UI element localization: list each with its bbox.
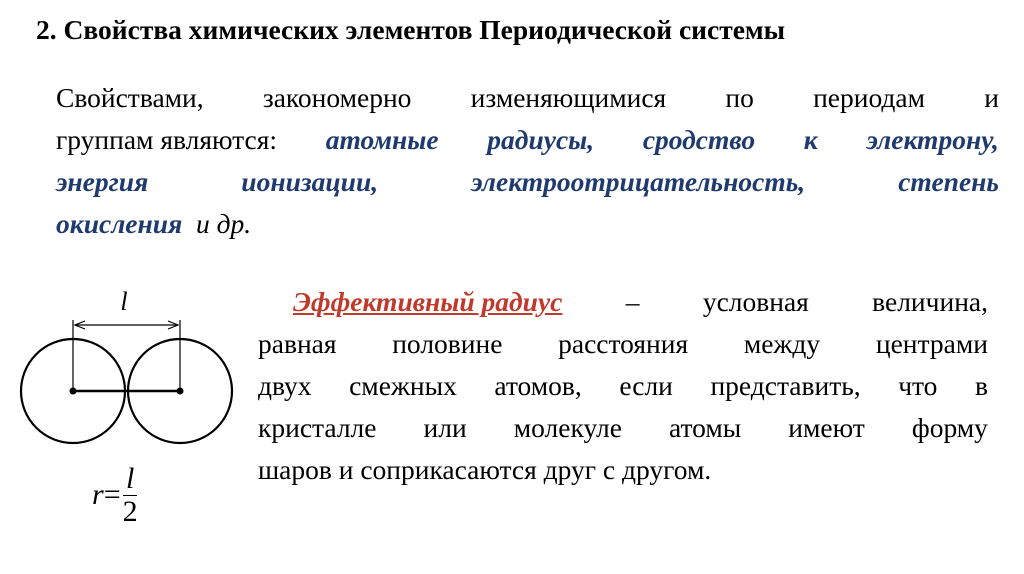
dimension-arrow <box>75 321 178 329</box>
formula-numerator: l <box>123 463 137 496</box>
intro-paragraph <box>56 77 999 245</box>
radius-formula <box>92 460 138 530</box>
definition-line-1: Эффективный радиус – условная величина, <box>258 281 988 323</box>
slide-title: 2. Свойства химических элементов Периодической системы <box>36 14 786 45</box>
intro-line-3: энергия ионизации, электроотрицательность, степень <box>56 166 999 197</box>
intro-plain-text: группам являются: <box>56 124 278 155</box>
center-dot-left <box>70 388 77 395</box>
intro-line-2: группам являются: атомные радиусы, сродство к электрону, <box>56 119 999 161</box>
formula-equals: = <box>103 478 121 511</box>
formula-denominator: 2 <box>122 494 138 528</box>
definition-line-5: шаров и соприкасаются друг с другом. <box>258 454 712 485</box>
formula-fraction <box>123 463 138 528</box>
distance-label: l <box>120 287 128 316</box>
formula-radius-symbol: r <box>92 478 104 511</box>
intro-line-1: Свойствами, закономерно изменяющимися по периодам и <box>56 82 999 113</box>
intro-line-4: окисления и др. <box>56 208 252 239</box>
effective-radius-term: Эффективный радиус <box>293 286 563 317</box>
definition-line-2: равная половине расстояния между центрами <box>258 328 988 359</box>
definition-line-3: двух смежных атомов, если представить, что в <box>258 370 988 401</box>
definition-line-4: кристалле или молекуле атомы имеют форму <box>258 412 988 443</box>
center-dot-right <box>177 388 184 395</box>
definition-paragraph <box>258 281 988 491</box>
